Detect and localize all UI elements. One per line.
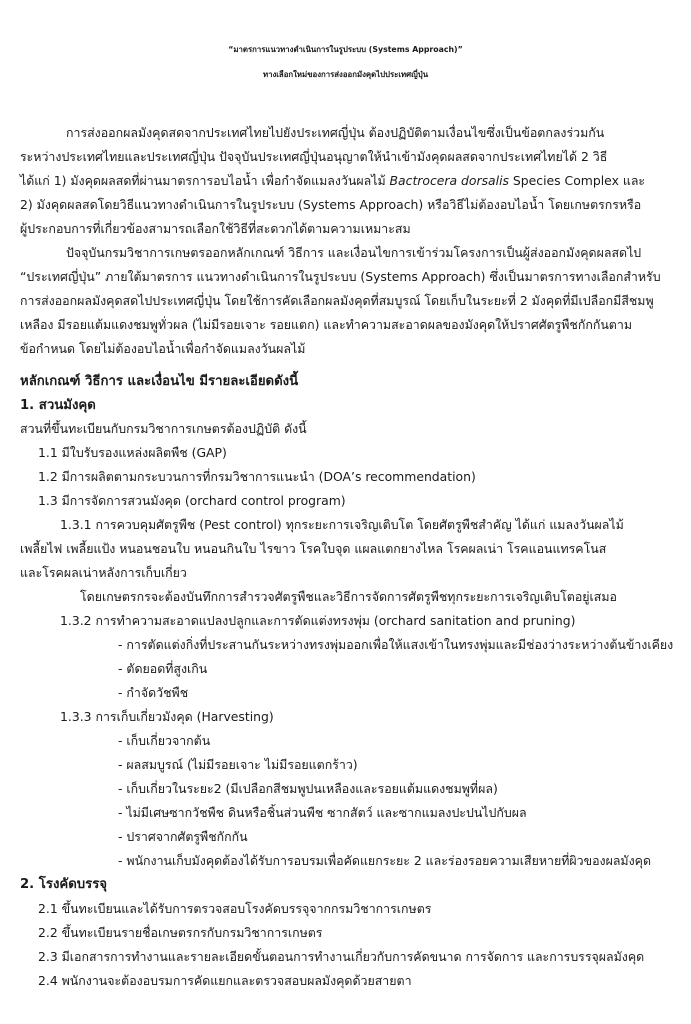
- document-title-line2: ทางเลือกใหม่ของการส่งออกมังคุดไปประเทศญี่ปุ่น: [262, 70, 429, 79]
- section2-heading: 2. โรงคัดบรรจุ: [20, 877, 108, 892]
- intro-paragraph2-line2: “ประเทศญี่ปุ่น” ภายใต้มาตรการ แนวทางดำเนินการในรูประบบ (Systems Approach) ซึ่งเป็นมาตรการทางเลือกสำหรับ: [20, 269, 661, 284]
- item-1-3-1-line2: เพลี้ยไฟ เพลี้ยแป้ง หนอนชอนใบ หนอนกินใบ ไรขาว โรคใบจุด แผลแตกยางไหล โรคผลเน่า โรคแอนแทรคโนส: [20, 541, 607, 556]
- intro-paragraph2-line3: การส่งออกผลมังคุดสดไปประเทศญี่ปุ่น โดยใช้การคัดเลือกผลมังคุดที่สมบูรณ์ โดยเก็บในระยะที่ 2 มังคุดที่มีเปลือกมีสีชมพู: [20, 293, 654, 308]
- item-2-1: 2.1 ขึ้นทะเบียนและได้รับการตรวจสอบโรงคัดบรรจุจากกรมวิชาการเกษตร: [38, 901, 432, 916]
- bullet-1-3-3-d: - ไม่มีเศษซากวัชพืช ดินหรือชิ้นส่วนพืช ซากสัตว์ และซากแมลงปะปนไปกับผล: [118, 805, 527, 820]
- item-1-3-1-line1: 1.3.1 การควบคุมศัตรูพืช (Pest control) ทุกระยะการเจริญเติบโต โดยศัตรูพืชสำคัญ ได้แก่ แมลงวันผลไม้: [60, 517, 624, 532]
- item-2-3: 2.3 มีเอกสารการทำงานและรายละเอียดขั้นตอนการทำงานเกี่ยวกับการคัดขนาด การจัดการ และการบรรจุผลมังคุด: [38, 949, 645, 964]
- bullet-1-3-3-f: - พนักงานเก็บมังคุดต้องได้รับการอบรมเพื่อคัดแยกระยะ 2 และร่องรอยความเสียหายที่ผิวของผลมังคุด: [118, 853, 651, 868]
- item-2-2: 2.2 ขึ้นทะเบียนรายชื่อเกษตรกรกับกรมวิชาการเกษตร: [38, 925, 323, 940]
- item-2-4: 2.4 พนักงานจะต้องอบรมการคัดแยกและตรวจสอบผลมังคุดด้วยสายตา: [38, 973, 412, 988]
- intro-paragraph1-line5: ผู้ประกอบการที่เกี่ยวข้องสามารถเลือกใช้วิธีที่สะดวกได้ตามความเหมาะสม: [20, 221, 411, 236]
- bullet-1-3-2-b: - ตัดยอดที่สูงเกิน: [118, 661, 208, 676]
- intro-paragraph1-line3: ได้แก่ 1) มังคุดผลสดที่ผ่านมาตรการอบไอน้ำ เพื่อกำจัดแมลงวันผลไม้ Bactrocera dorsalis Species Complex และ: [20, 173, 646, 188]
- bullet-1-3-3-c: - เก็บเกี่ยวในระยะ2 (มีเปลือกสีชมพูปนเหลืองและรอยแต้มแดงชมพูที่ผล): [118, 781, 498, 796]
- item-1-3-1-line3: และโรคผลเน่าหลังการเก็บเกี่ยว: [20, 565, 187, 580]
- section1-heading: 1. สวนมังคุด: [20, 398, 96, 413]
- section1-lead: สวนที่ขึ้นทะเบียนกับกรมวิชาการเกษตรต้องปฏิบัติ ดังนี้: [20, 421, 307, 436]
- item-1-3-2: 1.3.2 การทำความสะอาดแปลงปลูกและการตัดแต่งทรงพุ่ม (orchard sanitation and pruning): [60, 613, 576, 628]
- item-1-2: 1.2 มีการผลิตตามกระบวนการที่กรมวิชาการแนะนำ (DOA’s recommendation): [38, 469, 476, 484]
- intro-paragraph1-line4: 2) มังคุดผลสดโดยวิธีแนวทางดำเนินการในรูประบบ (Systems Approach) หรือวิธีไม่ต้องอบไอน้ำ โดยเกษตรกรหรือ: [20, 197, 642, 212]
- intro-paragraph1-line2: ระหว่างประเทศไทยและประเทศญี่ปุ่น ปัจจุบันประเทศญี่ปุ่นอนุญาตให้นำเข้ามังคุดผลสดจากประเทศไทยได้ 2 วิธี: [20, 149, 608, 164]
- bullet-1-3-3-e: - ปราศจากศัตรูพืชกักกัน: [118, 829, 248, 844]
- item-1-1: 1.1 มีใบรับรองแหล่งผลิตพืช (GAP): [38, 445, 227, 460]
- item-1-3-1-note: โดยเกษตรกรจะต้องบันทึกการสำรวจศัตรูพืชและวิธีการจัดการศัตรูพืชทุกระยะการเจริญเติบโตอยู่เสมอ: [80, 589, 617, 604]
- item-1-3-3: 1.3.3 การเก็บเกี่ยวมังคุด (Harvesting): [60, 709, 274, 724]
- bullet-1-3-3-a: - เก็บเกี่ยวจากต้น: [118, 733, 211, 748]
- intro-paragraph2-line1: ปัจจุบันกรมวิชาการเกษตรออกหลักเกณฑ์ วิธีการ และเงื่อนไขการเข้าร่วมโครงการเป็นผู้ส่งออกมังคุดผลสดไป: [66, 245, 642, 260]
- item-1-3: 1.3 มีการจัดการสวนมังคุด (orchard control program): [38, 493, 346, 508]
- intro-paragraph2-line4: เหลือง มีรอยแต้มแดงชมพูทั่วผล (ไม่มีรอยเจาะ รอยแตก) และทำความสะอาดผลของมังคุดให้ปราศศัตรูพืชกักกันตาม: [20, 317, 632, 332]
- intro-paragraph1-line1: การส่งออกผลมังคุดสดจากประเทศไทยไปยังประเทศญี่ปุ่น ต้องปฏิบัติตามเงื่อนไขซึ่งเป็นข้อตกลงร่วมกัน: [66, 125, 605, 140]
- bullet-1-3-2-c: - กำจัดวัชพืช: [118, 685, 189, 700]
- bullet-1-3-2-a: - การตัดแต่งกิ่งที่ประสานกันระหว่างทรงพุ่มออกเพื่อให้แสงเข้าในทรงพุ่มและมีช่องว่างระหว่างต้นข้างเคียง: [118, 637, 674, 652]
- bullet-1-3-3-b: - ผลสมบูรณ์ (ไม่มีรอยเจาะ ไม่มีรอยแตกร้าว): [118, 757, 358, 772]
- intro-paragraph2-line5: ข้อกำหนด โดยไม่ต้องอบไอน้ำเพื่อกำจัดแมลงวันผลไม้: [20, 341, 306, 356]
- criteria-heading: หลักเกณฑ์ วิธีการ และเงื่อนไข มีรายละเอียดดังนี้: [20, 374, 299, 389]
- document-title-line1: “มาตรการแนวทางดำเนินการในรูประบบ (Systems Approach)”: [228, 45, 463, 54]
- species-name: Bactrocera dorsalis: [389, 173, 509, 188]
